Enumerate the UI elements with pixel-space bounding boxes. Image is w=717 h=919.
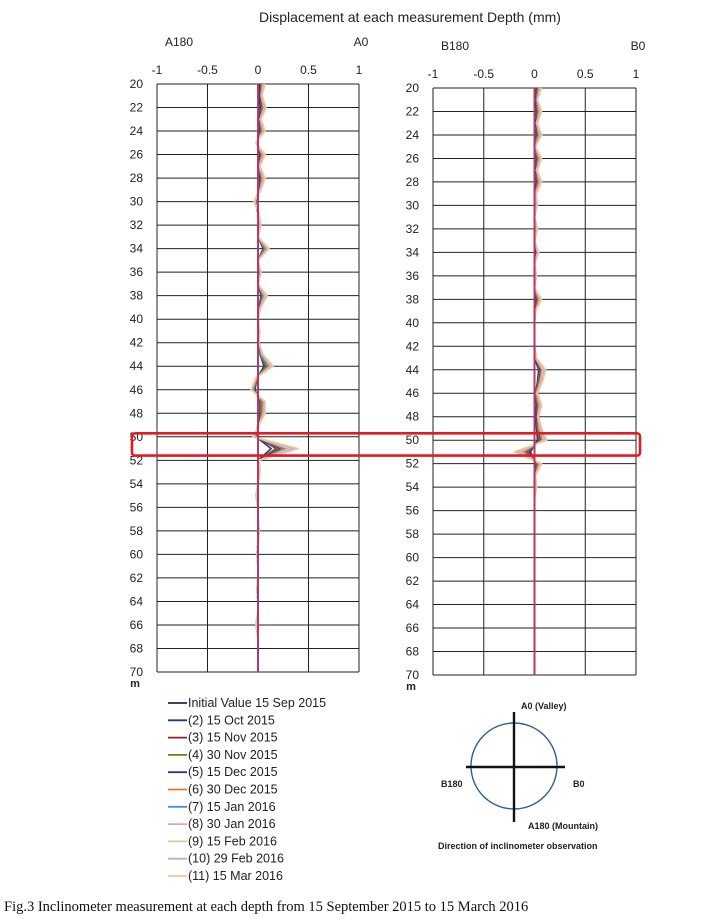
panel-b-x-tick-label-0: -1 bbox=[427, 67, 439, 81]
legend-label-7: (8) 30 Jan 2016 bbox=[188, 817, 276, 832]
panel-a-y-tick-label-12: 44 bbox=[129, 359, 143, 374]
panel-a-y-tick-label-21: 62 bbox=[129, 570, 143, 585]
compass-top-label: A0 (Valley) bbox=[521, 701, 567, 711]
panel-a-y-tick-label-11: 42 bbox=[129, 335, 143, 350]
panel-b-y-tick-label-22: 64 bbox=[405, 597, 419, 612]
panel-a-y-tick-label-22: 64 bbox=[129, 594, 143, 609]
panel-a-y-tick-label-2: 24 bbox=[129, 124, 143, 139]
panel-b-y-tick-label-3: 26 bbox=[405, 151, 419, 166]
compass-right-label: B0 bbox=[573, 779, 585, 789]
panel-b-y-tick-label-16: 52 bbox=[405, 456, 419, 471]
panel-a-y-tick-label-3: 26 bbox=[129, 147, 143, 162]
panel-a-right-direction-label: A0 bbox=[353, 35, 369, 49]
panel-a-x-tick-label-1: -0.5 bbox=[197, 63, 218, 77]
panel-a-y-tick-label-25: 70 bbox=[129, 665, 143, 679]
panel-b-y-tick-label-5: 30 bbox=[405, 198, 419, 213]
panel-a-y-tick-label-7: 34 bbox=[129, 241, 143, 256]
panel-b-y-tick-label-0: 20 bbox=[405, 81, 419, 95]
panel-b-y-tick-label-6: 32 bbox=[405, 221, 419, 236]
legend bbox=[168, 696, 326, 883]
panel-a-y-tick-label-20: 60 bbox=[129, 547, 143, 562]
panel-a-y-tick-label-16: 52 bbox=[129, 453, 143, 468]
panel-b-x-tick-label-4: 1 bbox=[632, 67, 640, 81]
panel-a-y-tick-label-24: 68 bbox=[129, 641, 143, 656]
panel-a-x-tick-label-0: -1 bbox=[151, 63, 163, 77]
panel-b-x-tick-label-3: 0.5 bbox=[576, 67, 594, 81]
panel-b-y-tick-label-10: 40 bbox=[405, 315, 419, 330]
panel-b-left-direction-label: B180 bbox=[441, 39, 470, 53]
panel-b-y-tick-label-11: 42 bbox=[405, 339, 419, 354]
panel-b-y-tick-label-21: 62 bbox=[405, 574, 419, 589]
panel-a-y-tick-label-6: 32 bbox=[129, 218, 143, 233]
compass-left-label: B180 bbox=[441, 779, 463, 789]
legend-label-5: (6) 30 Dec 2015 bbox=[188, 782, 278, 797]
panel-a-y-tick-label-9: 38 bbox=[129, 288, 143, 303]
panel-a bbox=[130, 35, 369, 690]
panel-b-y-tick-label-25: 70 bbox=[405, 668, 419, 682]
legend-label-4: (5) 15 Dec 2015 bbox=[188, 765, 278, 780]
compass-caption: Direction of inclinometer observation bbox=[438, 841, 598, 851]
panel-b-y-tick-label-19: 58 bbox=[405, 527, 419, 542]
panel-b-y-tick-label-24: 68 bbox=[405, 644, 419, 659]
panel-b-y-tick-label-4: 28 bbox=[405, 174, 419, 189]
compass-diagram bbox=[438, 701, 598, 851]
panel-b-x-tick-label-2: 0 bbox=[531, 67, 538, 81]
panel-a-x-tick-label-2: 0 bbox=[254, 63, 262, 77]
panel-b-y-tick-label-17: 54 bbox=[405, 480, 419, 495]
chart-title: Displacement at each measurement Depth (mm) bbox=[259, 9, 561, 25]
panel-a-left-direction-label: A180 bbox=[165, 35, 194, 49]
panel-b-depth-unit: m bbox=[406, 681, 416, 693]
panel-b bbox=[406, 39, 646, 693]
panel-b-series-line-9 bbox=[517, 88, 546, 675]
panel-a-y-tick-label-8: 36 bbox=[129, 265, 143, 280]
panel-b-y-tick-label-23: 66 bbox=[405, 621, 419, 636]
panel-b-y-tick-label-20: 60 bbox=[405, 550, 419, 565]
panel-b-y-tick-label-14: 48 bbox=[405, 409, 419, 424]
panel-a-y-tick-label-18: 56 bbox=[129, 500, 143, 515]
legend-label-1: (2) 15 Oct 2015 bbox=[188, 713, 275, 728]
panel-b-y-tick-label-18: 56 bbox=[405, 503, 419, 518]
panel-a-y-tick-label-4: 28 bbox=[129, 171, 143, 186]
panel-a-y-tick-label-0: 20 bbox=[129, 77, 143, 91]
panel-b-y-tick-label-13: 46 bbox=[405, 386, 419, 401]
figure-caption: Fig.3 Inclinometer measurement at each depth from 15 September 2015 to 15 March 2016 bbox=[4, 899, 529, 915]
panel-a-x-tick-label-4: 1 bbox=[355, 63, 363, 77]
panel-b-y-tick-label-15: 50 bbox=[405, 433, 419, 448]
panel-a-y-tick-label-17: 54 bbox=[129, 476, 143, 491]
panel-a-y-tick-label-23: 66 bbox=[129, 617, 143, 632]
panel-b-y-tick-label-2: 24 bbox=[405, 127, 419, 142]
panel-a-y-tick-label-10: 40 bbox=[129, 312, 143, 327]
panel-a-y-tick-label-19: 58 bbox=[129, 523, 143, 538]
panel-a-y-tick-label-14: 48 bbox=[129, 406, 143, 421]
panel-b-y-tick-label-7: 34 bbox=[405, 245, 419, 260]
panel-b-y-tick-label-12: 44 bbox=[405, 362, 419, 377]
legend-label-0: Initial Value 15 Sep 2015 bbox=[188, 696, 327, 710]
legend-label-8: (9) 15 Feb 2016 bbox=[188, 834, 277, 849]
legend-label-10: (11) 15 Mar 2016 bbox=[188, 869, 283, 883]
compass-bottom-label: A180 (Mountain) bbox=[528, 821, 599, 831]
panel-a-y-tick-label-5: 30 bbox=[129, 194, 143, 209]
legend-label-3: (4) 30 Nov 2015 bbox=[188, 747, 278, 762]
panel-b-y-tick-label-1: 22 bbox=[405, 104, 419, 119]
panel-a-depth-unit: m bbox=[130, 678, 140, 690]
legend-label-6: (7) 15 Jan 2016 bbox=[188, 799, 276, 814]
panel-b-series-line-10 bbox=[514, 88, 547, 675]
panel-b-right-direction-label: B0 bbox=[630, 39, 646, 53]
panel-a-y-tick-label-15: 50 bbox=[129, 429, 143, 444]
panel-b-y-tick-label-9: 38 bbox=[405, 292, 419, 307]
legend-label-2: (3) 15 Nov 2015 bbox=[188, 730, 278, 745]
panel-a-x-tick-label-3: 0.5 bbox=[300, 63, 317, 77]
panel-a-y-tick-label-13: 46 bbox=[129, 382, 143, 397]
panel-b-y-tick-label-8: 36 bbox=[405, 268, 419, 283]
legend-label-9: (10) 29 Feb 2016 bbox=[188, 851, 284, 866]
panel-a-y-tick-label-1: 22 bbox=[129, 100, 143, 115]
panel-b-x-tick-label-1: -0.5 bbox=[473, 67, 495, 81]
